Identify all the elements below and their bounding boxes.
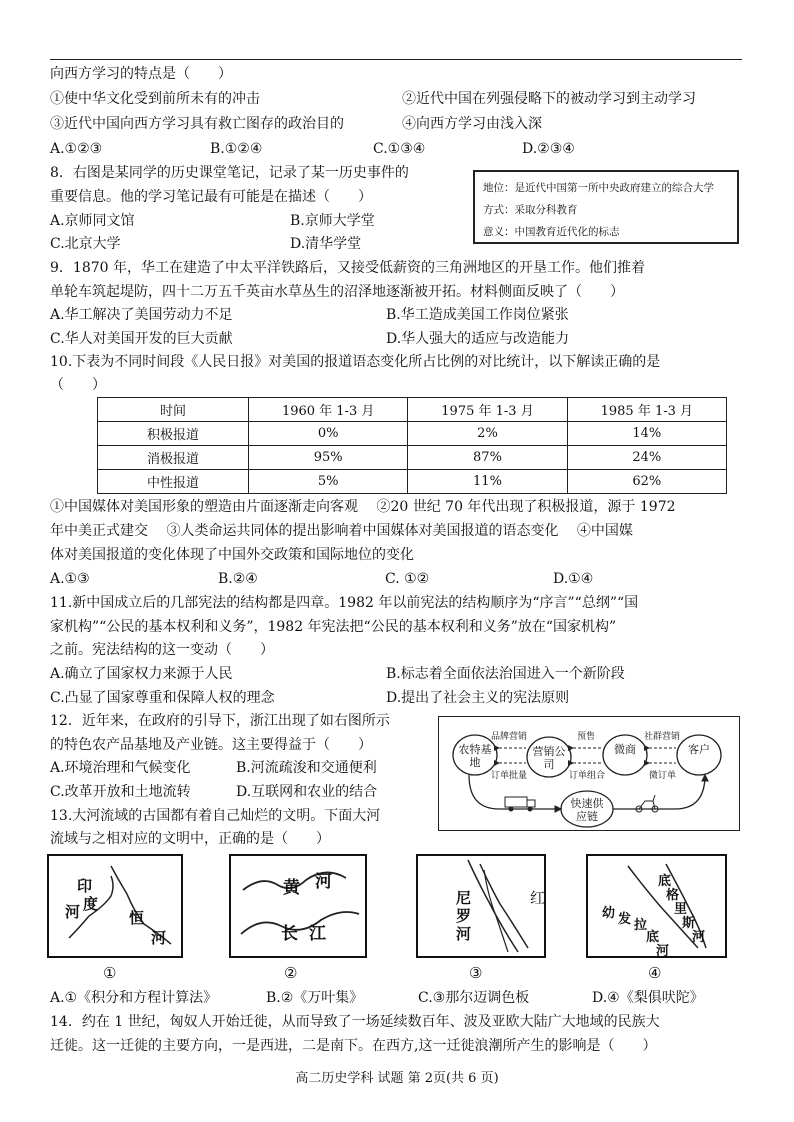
q11-stem-3: 之前。宪法结构的这一变动（ ） [50, 642, 274, 658]
table-cell: 95% [249, 446, 408, 470]
note-line: 方式：采取分科教育 [483, 204, 578, 216]
q14-stem-2: 迁徙。这一迁徙的主要方向，一是西进，二是南下。在西方,这一迁徙浪潮所产生的影响是（ ） [50, 1038, 657, 1054]
q13-choice-d: D.④《梨俱吠陀》 [592, 990, 704, 1006]
q12-choice-b: B.河流疏浚和交通便利 [236, 760, 377, 776]
q8-choice-c: C.北京大学 [50, 236, 121, 252]
q10-choice-c: C. ①② [385, 571, 430, 587]
q13-choice-c: C.③那尔迈调色板 [418, 990, 530, 1006]
map-label: 底 [646, 930, 660, 945]
note-line: 意义：中国教育近代化的标志 [483, 226, 620, 238]
table-cell: 5% [249, 470, 408, 494]
map-label: 恒 [129, 909, 145, 927]
q10-choice-a: A.①③ [50, 571, 90, 587]
map-label: 拉 [634, 918, 648, 933]
table-cell: 62% [567, 470, 726, 494]
node-label: 快速供应链 [570, 797, 604, 823]
q11-stem-2: 家机构”“公民的基本权利和义务”，1982 年宪法把“公民的基本权利和义务”放在“国家机构” [50, 619, 617, 635]
q10-options-3: 体对美国报道的变化体现了中国外交政策和国际地位的变化 [50, 547, 414, 563]
q8-choice-a: A.京师同文馆 [50, 213, 135, 229]
map-tigris-euphrates [586, 854, 727, 958]
map-label: 罗 [456, 907, 472, 925]
map-label: 幼 [602, 906, 616, 921]
report-ratio-table [97, 397, 727, 494]
q12-stem-2: 的特色农产品基地及产业链。这主要得益于（ ） [50, 737, 372, 753]
q7-option-2: ②近代中国在列强侵略下的被动学习到主动学习 [402, 91, 696, 107]
q9-stem-2: 单轮车筑起堤防，四十二万五千英亩水草丛生的沼泽地逐渐被开拓。材料侧面反映了（ ） [50, 284, 624, 300]
supply-chain-diagram [438, 716, 740, 831]
q8-stem-2: 重要信息。他的学习笔记最有可能是在描述（ ） [50, 189, 372, 205]
map-number: ③ [469, 964, 483, 982]
map-label: 河 [456, 925, 472, 943]
table-cell: 0% [249, 422, 408, 446]
q13-choice-b: B.②《万叶集》 [266, 990, 364, 1006]
q7-option-4: ④向西方学习由浅入深 [402, 116, 542, 132]
q10-options-1: ①中国媒体对美国形象的塑造由片面逐渐走向客观 ②20 世纪 70 年代出现了积极报道，源于 1972 [50, 499, 676, 515]
q13-stem-2: 流域与之相对应的文明中，正确的是（ ） [50, 831, 330, 847]
map-rivers [231, 856, 365, 956]
flow-label: 订单组合 [569, 771, 606, 781]
map-label: 底 [658, 874, 672, 889]
map-number: ① [103, 964, 117, 982]
q10-options-2: 年中美正式建交 ③人类命运共同体的提出影响着中国媒体对美国报道的语态变化 ④中国媒 [50, 523, 633, 539]
q10-choice-d: D.①④ [553, 571, 594, 587]
map-label: 河 [692, 930, 706, 945]
q7-stem: 向西方学习的特点是（ ） [50, 66, 232, 82]
table-cell: 14% [567, 422, 726, 446]
map-label: 河 [151, 929, 167, 947]
node-label: 农特基地 [458, 743, 492, 769]
q7-option-1: ①使中华文化受到前所未有的冲击 [50, 91, 260, 107]
map-label: 度 [83, 895, 99, 913]
q13-choice-a: A.①《积分和方程计算法》 [50, 990, 218, 1006]
page-footer: 高二历史学科 试题 第 2页(共 6 页) [295, 1071, 499, 1086]
table-header-row [98, 398, 727, 422]
q7-choice-d: D.②③④ [522, 141, 575, 157]
table-cell: 87% [408, 446, 567, 470]
map-label: 发 [618, 912, 632, 927]
q10-stem-2: （ ） [50, 377, 106, 393]
map-label: 里 [674, 902, 688, 917]
map-label: 江 [309, 924, 326, 944]
map-label: 印 [77, 877, 93, 895]
map-label: 格 [666, 888, 680, 903]
flow-label: 品牌营销 [491, 732, 528, 742]
header-rule [50, 59, 742, 60]
q9-stem-1: 9．1870 年，华工在建造了中太平洋铁路后，又接受低薪资的三角洲地区的开垦工作。他们推着 [50, 260, 645, 276]
class-note-box [473, 170, 739, 244]
table-row [98, 470, 727, 494]
node-label: 客户 [688, 743, 710, 756]
q10-stem-1: 10.下表为不同时间段《人民日报》对美国的报道语态变化所占比例的对比统计，以下解读正确的是 [50, 354, 661, 370]
q11-stem-1: 11.新中国成立后的几部宪法的结构都是四章。1982 年以前宪法的结构顺序为“序言”“总纲”“国 [50, 595, 639, 611]
table-row [98, 422, 727, 446]
map-label: 长 [281, 924, 298, 944]
q9-choice-b: B.华工造成美国工作岗位紧张 [386, 307, 569, 323]
map-number: ② [284, 964, 298, 982]
q11-choice-a: A.确立了国家权力来源于人民 [50, 666, 233, 682]
table-header-cell: 时间 [98, 398, 249, 422]
q11-choice-d: D.提出了社会主义的宪法原则 [386, 690, 570, 706]
flow-label: 订单批量 [491, 771, 528, 781]
table-cell: 2% [408, 422, 567, 446]
table-header-cell: 1985 年 1-3 月 [567, 398, 726, 422]
table-cell: 消极报道 [98, 446, 249, 470]
q7-choice-a: A.①②③ [50, 141, 103, 157]
map-indus-ganges [47, 854, 183, 958]
q11-choice-c: C.凸显了国家尊重和保障人权的理念 [50, 690, 275, 706]
q8-stem-1: 8．右图是某同学的历史课堂笔记，记录了某一历史事件的 [50, 165, 409, 181]
table-row [98, 446, 727, 470]
q9-choice-a: A.华工解决了美国劳动力不足 [50, 307, 233, 323]
table-header-cell: 1960 年 1-3 月 [249, 398, 408, 422]
q8-choice-b: B.京师大学堂 [290, 213, 375, 229]
node-label: 营销公司 [532, 745, 566, 771]
table-cell: 24% [567, 446, 726, 470]
q9-choice-d: D.华人强大的适应与改造能力 [386, 331, 570, 347]
note-line: 地位：是近代中国第一所中央政府建立的综合大学 [483, 182, 714, 194]
flow-label: 社群营销 [644, 732, 681, 742]
map-number: ④ [648, 964, 662, 982]
q12-choice-a: A.环境治理和气候变化 [50, 760, 191, 776]
q11-choice-b: B.标志着全面依法治国进入一个新阶段 [386, 666, 625, 682]
flow-label: 微订单 [649, 771, 677, 781]
node-label: 微商 [614, 743, 636, 756]
q10-choice-b: B.②④ [218, 571, 258, 587]
map-label: 河 [315, 872, 332, 892]
map-label: 尼 [456, 889, 472, 907]
q8-choice-d: D.清华学堂 [290, 236, 362, 252]
q7-choice-b: B.①②④ [210, 141, 263, 157]
map-label: 黄 [283, 878, 300, 898]
map-label: 斯 [682, 916, 696, 931]
flow-label: 预售 [577, 732, 596, 742]
map-label: 红 [530, 889, 546, 907]
q7-option-3: ③近代中国向西方学习具有救亡图存的政治目的 [50, 116, 344, 132]
q12-stem-1: 12．近年来，在政府的引导下，浙江出现了如右图所示 [50, 713, 390, 729]
table-cell: 积极报道 [98, 422, 249, 446]
q13-stem-1: 13.大河流域的古国都有着自己灿烂的文明。下面大河 [50, 808, 381, 824]
q7-choice-c: C.①③④ [373, 141, 426, 157]
table-header-cell: 1975 年 1-3 月 [408, 398, 567, 422]
table-cell: 中性报道 [98, 470, 249, 494]
map-rivers [418, 856, 544, 956]
map-label: 河 [656, 944, 670, 959]
map-label: 河 [65, 903, 81, 921]
map-nile [416, 854, 546, 958]
q12-choice-d: D.互联网和农业的结合 [236, 784, 378, 800]
q14-stem-1: 14．约在 1 世纪，匈奴人开始迁徙，从而导致了一场延续数百年、波及亚欧大陆广大地域的民族大 [50, 1014, 660, 1030]
table-cell: 11% [408, 470, 567, 494]
q12-choice-c: C.改革开放和土地流转 [50, 784, 191, 800]
q9-choice-c: C.华人对美国开发的巨大贡献 [50, 331, 233, 347]
map-yellow-yangtze [229, 854, 367, 958]
